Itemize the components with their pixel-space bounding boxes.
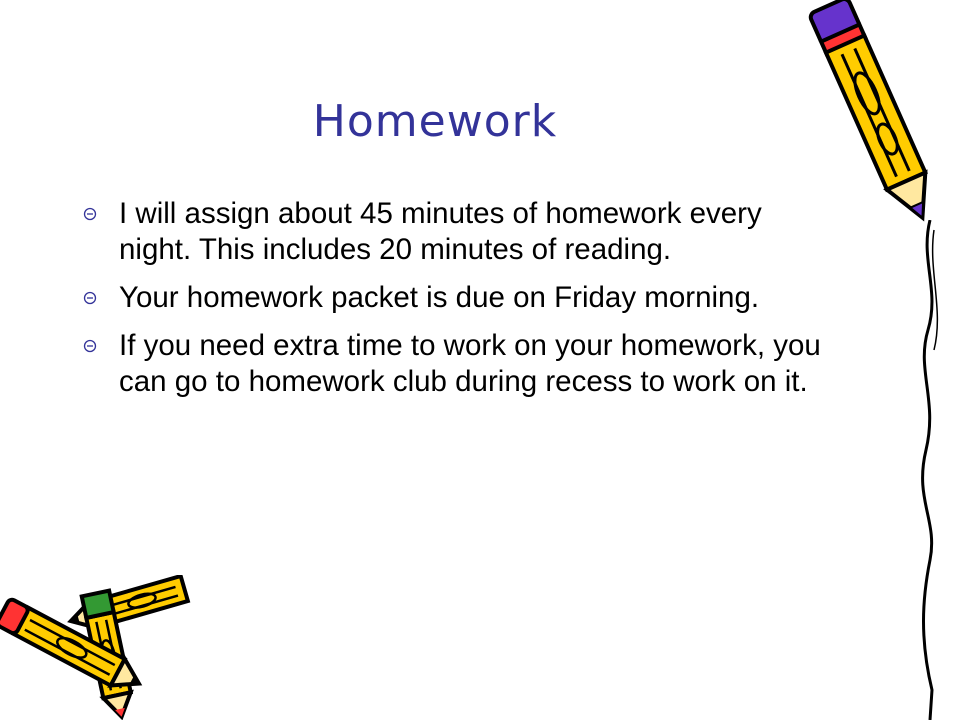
bullet-text: Your homework packet is due on Friday morning. xyxy=(119,281,760,314)
bullet-item xyxy=(82,280,842,316)
bullet-text: If you need extra time to work on your homework, you can go to homework club during recess to work on it. xyxy=(119,329,821,398)
bullet-text: I will assign about 45 minutes of homework every night. This includes 20 minutes of reading. xyxy=(119,197,762,266)
circle-bullet-icon xyxy=(82,338,98,354)
slide-title: Homework xyxy=(312,96,558,147)
circle-bullet-icon xyxy=(82,290,98,306)
wavy-line-icon xyxy=(900,220,960,720)
bullet-list xyxy=(82,196,842,412)
bullet-item xyxy=(82,196,842,268)
bullet-item xyxy=(82,328,842,400)
crossed-pencils-icon xyxy=(0,575,200,720)
pencil-icon xyxy=(800,0,960,230)
circle-bullet-icon xyxy=(82,206,98,222)
